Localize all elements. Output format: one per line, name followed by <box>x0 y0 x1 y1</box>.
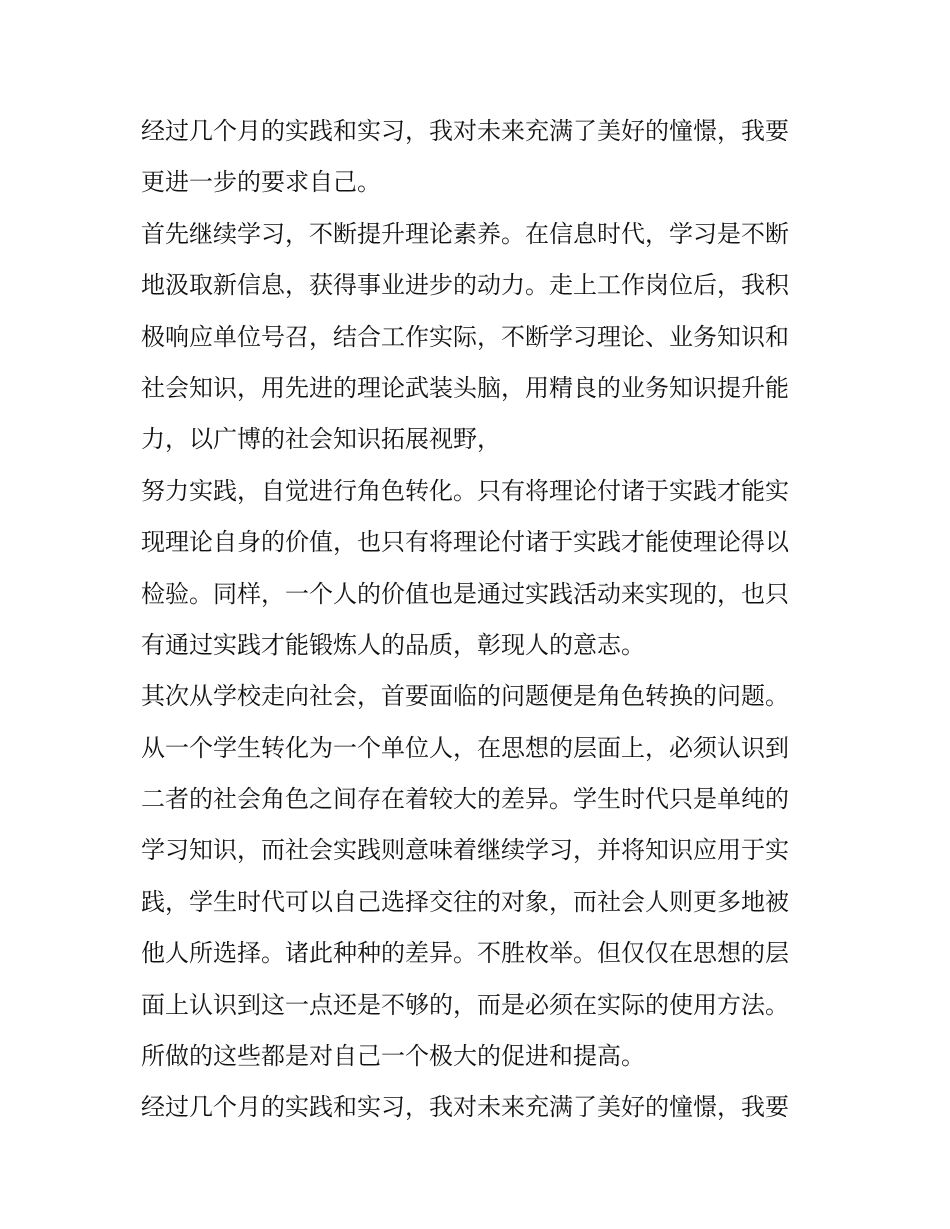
text-line: 社会知识，用先进的理论武装头脑，用精良的业务知识提升能 <box>141 373 789 402</box>
text-line: 地汲取新信息，获得事业进步的动力。走上工作岗位后，我积 <box>141 271 789 300</box>
text-line: 二者的社会角色之间存在着较大的差异。学生时代只是单纯的 <box>141 785 789 814</box>
text-line: 学习知识，而社会实践则意味着继续学习，并将知识应用于实 <box>141 836 789 865</box>
text-line: 努力实践，自觉进行角色转化。只有将理论付诸于实践才能实 <box>141 476 789 505</box>
text-line: 其次从学校走向社会，首要面临的问题便是角色转换的问题。 <box>141 682 789 711</box>
text-line: 力，以广博的社会知识拓展视野， <box>141 425 501 454</box>
body-text <box>141 106 813 1134</box>
text-line: 首先继续学习，不断提升理论素养。在信息时代，学习是不断 <box>141 219 789 248</box>
text-line: 更进一步的要求自己。 <box>141 168 381 197</box>
text-line: 践，学生时代可以自己选择交往的对象，而社会人则更多地被 <box>141 887 789 916</box>
text-line: 所做的这些都是对自己一个极大的促进和提高。 <box>141 1042 645 1071</box>
text-line: 检验。同样，一个人的价值也是通过实践活动来实现的，也只 <box>141 579 789 608</box>
text-line: 有通过实践才能锻炼人的品质，彰现人的意志。 <box>141 630 645 659</box>
text-line: 从一个学生转化为一个单位人，在思想的层面上，必须认识到 <box>141 733 789 762</box>
text-line: 极响应单位号召，结合工作实际，不断学习理论、业务知识和 <box>141 322 789 351</box>
text-line: 经过几个月的实践和实习，我对未来充满了美好的憧憬，我要 <box>141 1093 789 1122</box>
text-line: 面上认识到这一点还是不够的，而是必须在实际的使用方法。 <box>141 990 789 1019</box>
text-line: 经过几个月的实践和实习，我对未来充满了美好的憧憬，我要 <box>141 117 789 145</box>
text-line: 他人所选择。诸此种种的差异。不胜枚举。但仅仅在思想的层 <box>141 939 789 968</box>
text-line: 现理论自身的价值，也只有将理论付诸于实践才能使理论得以 <box>141 528 789 557</box>
